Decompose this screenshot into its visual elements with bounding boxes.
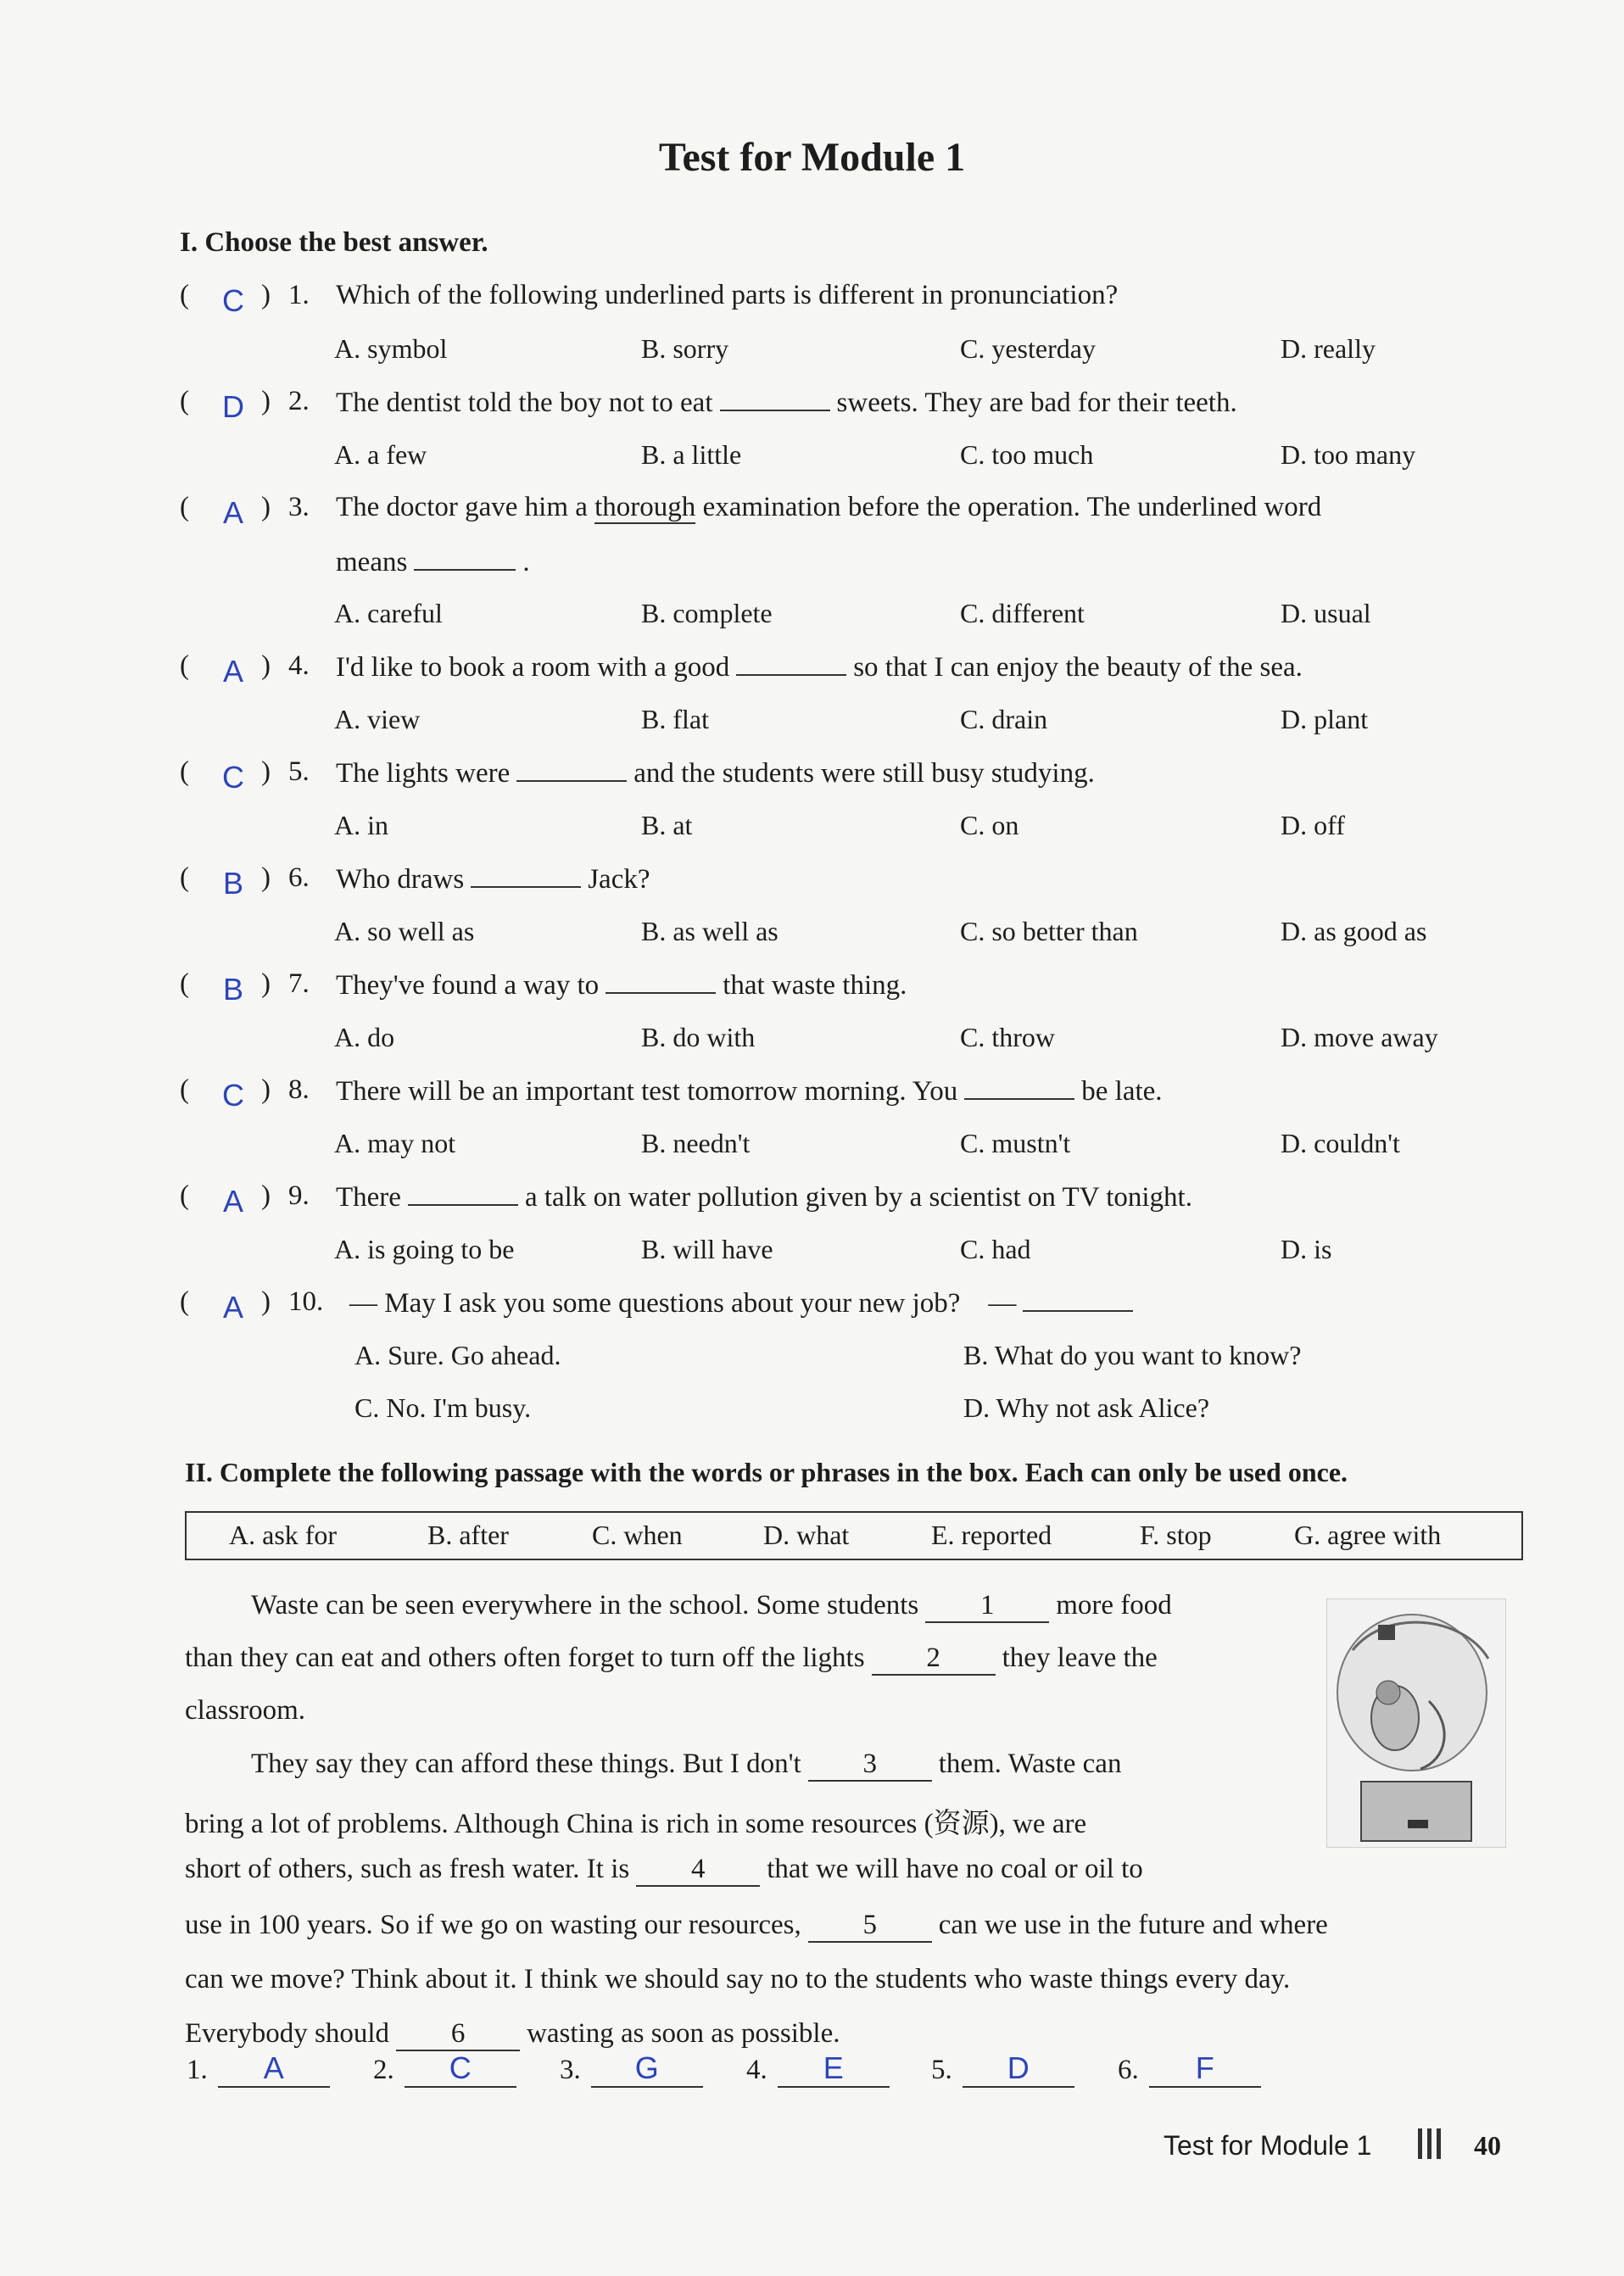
blank [516,756,627,782]
answer-8: C [222,1078,244,1113]
answer-7: B [222,972,243,1007]
worksheet-page: Test for Module 1 I. Choose the best answer. ( C ) 1. Which of the following underlined parts is different in pronunciation? A. symbol B. sorry C. yesterday D. really ( D ) 2. The dentist told the boy not to eat sweets. They are bad for their teeth. A. a few B. a little C. too much D. too many ( A ) 3. The doctor gave him a thorough examination before the operation. The underlined word means . A. careful B. complete C. different D. usual ( A ) 4. I'd like to book a room with a good so that I can enjoy the beauty of the sea. A. view B. flat C. drain D. plant ( C ) 5. The lights were and the students were still busy studying. A. in B. at C. on D. off ( B ) 6. Who draws Jack? A. so well as B. as well as C. so better than D. as good as ( B ) 7. They've found a way to that waste thing. A. do B. do with C. throw D. move away ( C ) 8. There will be an important test tomorrow morning. You be late. A. may not B. needn't C. mustn't D. couldn't ( A ) 9. There a talk on water pollution given by a scientist on TV tonight. A. is going to be B. will have C. had D. is ( A ) 10. — May I ask you some questions about your new job? — A. Sure. Go ahead. B. What do you want to know? C. No. I'm busy. D. Why not ask Alice? II. Complete the following passage with the words or phrases in the box. Each can only be used once. A. ask for B. after C. when D. what E. reported F. stop G. agree with Waste can be seen everywhere in the school. Some students 1 more food than they can eat and others often forget to turn off the lights 2 they leave the classroom. They say they can afford these things. But I don't 3 them. Waste can bring a lot of problems. Although China is rich in some resources (资源), we are short of others, such as fresh water. It is 4 that we will have no coal or oil to use in 100 years. So if we go on wasting our resources, 5 can we use in the future and where can we move? Think about it. I think we should say no to the students who waste things every day. Everybody should 6 wasting as soon as possible. 1. A 2. C 3. G 4. E 5. D 6. F Test for Module 1 40 [0,0,1624,2276]
blank [1023,1286,1133,1312]
answer-1: C [222,283,244,318]
blank-number: 5 [808,1910,932,1943]
answer-value: F [1149,2050,1261,2088]
answer-value: D [963,2050,1074,2088]
blank [414,545,516,571]
underlined-word: thorough [594,492,696,522]
blank-number: 4 [636,1854,760,1887]
passage-line: can we move? Think about it. I think we should say no to the students who waste things every day. [185,1964,1291,1994]
section1-heading: I. Choose the best answer. [180,227,488,258]
footer-bars-icon [1418,2128,1446,2159]
answer-value: G [591,2050,703,2088]
blank-number: 6 [396,2018,520,2051]
passage-line: short of others, such as fresh water. It is 4 that we will have no coal or oil to [185,1854,1143,1887]
answer-5-slot: 5. D [931,2050,1074,2101]
blank [408,1180,518,1206]
passage-line: They say they can afford these things. But I don't 3 them. Waste can [251,1749,1121,1782]
answer-3: A [222,495,243,530]
answer-4: A [222,654,243,689]
section2-heading: II. Complete the following passage with the words or phrases in the box. Each can only be used once. [185,1457,1348,1487]
page-number: 40 [1474,2130,1501,2161]
blank-number: 1 [925,1590,1049,1623]
passage-line: than they can eat and others often forget to turn off the lights 2 they leave the [185,1643,1158,1676]
answer-3-slot: 3. G [560,2050,703,2101]
blank [720,386,830,411]
blank [964,1074,1074,1100]
answer-value: A [218,2050,330,2088]
footer-label: Test for Module 1 [1164,2130,1372,2161]
page-title: Test for Module 1 [658,135,966,180]
answer-value: E [778,2050,890,2088]
answer-6: B [222,866,243,901]
answer-2-slot: 2. C [373,2050,516,2101]
passage-line: use in 100 years. So if we go on wasting our resources, 5 can we use in the future and where [185,1910,1328,1943]
passage-line: Waste can be seen everywhere in the school. Some students 1 more food [251,1590,1172,1623]
answer-6-slot: 6. F [1118,2050,1261,2101]
passage-line: classroom. [185,1695,306,1726]
answer-5: C [222,760,244,795]
trash-can-illustration [1326,1598,1506,1848]
passage-line: Everybody should 6 wasting as soon as possible. [185,2018,840,2051]
blank [471,862,581,888]
blank-number: 2 [872,1643,996,1676]
blank [736,650,846,676]
answer-10: A [222,1290,243,1325]
word-box: A. ask for B. after C. when D. what E. reported F. stop G. agree with [185,1511,1523,1560]
answer-value: C [405,2050,516,2088]
answer-2: D [222,389,244,424]
answer-9: A [222,1184,243,1219]
passage-line: bring a lot of problems. Although China is rich in some resources (资源), we are [185,1809,1087,1839]
blank [606,968,716,994]
blank-number: 3 [808,1749,932,1782]
answer-1-slot: 1. A [187,2050,330,2101]
answer-4-slot: 4. E [746,2050,890,2101]
